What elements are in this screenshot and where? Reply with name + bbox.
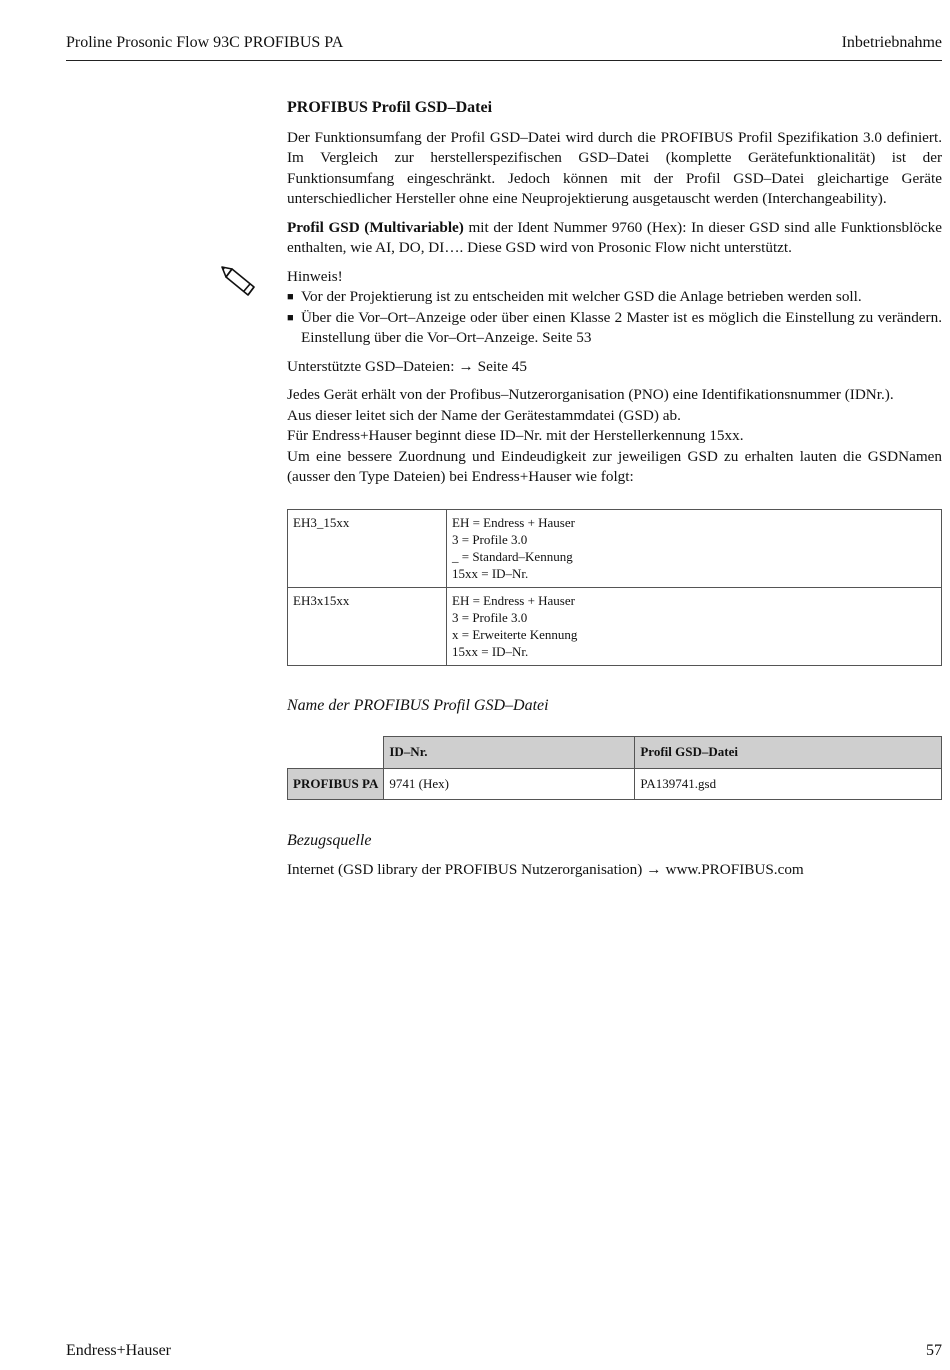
empty-corner-cell — [288, 737, 384, 769]
ident-paragraph — [287, 385, 942, 488]
note-list — [287, 287, 942, 349]
ident-line: Um eine bessere Zuordnung und Eindeudigkeit zur jeweiligen GSD zu erhalten lauten die GSDNamen (ausser den Type Dateien) bei Endress+Hauser wie folgt: — [287, 447, 942, 485]
gsd-naming-table — [287, 509, 942, 666]
description-line: 15xx = ID–Nr. — [452, 565, 529, 581]
id-cell: 9741 (Hex) — [384, 768, 635, 800]
gsd-description-cell — [447, 509, 942, 587]
main-content — [287, 98, 942, 888]
arrow-right-icon: → — [646, 860, 662, 878]
description-line: EH = Endress + Hauser — [452, 592, 575, 608]
table-caption: Name der PROFIBUS Profil GSD–Datei — [287, 696, 549, 714]
table-header-row — [288, 737, 942, 769]
source-text: Internet (GSD library der PROFIBUS Nutzerorganisation) — [287, 860, 643, 878]
source-title: Bezugsquelle — [287, 832, 372, 849]
description-line: EH = Endress + Hauser — [452, 514, 575, 530]
header-document-title: Proline Prosonic Flow 93C PROFIBUS PA — [66, 34, 344, 51]
note-item — [287, 308, 942, 349]
description-line: _ = Standard–Kennung — [452, 548, 573, 564]
table-row — [288, 509, 942, 587]
page-number: 57 — [926, 1342, 942, 1359]
header-section-name: Inbetriebnahme — [841, 34, 942, 51]
ident-line: Jedes Gerät erhält von der Profibus–Nutzerorganisation (PNO) eine Identifikationsnummer (IDNr.). — [287, 386, 894, 403]
multivariable-paragraph — [287, 218, 942, 259]
arrow-right-icon: → — [458, 357, 474, 375]
note-title: Hinweis! — [287, 267, 343, 285]
column-header-file: Profil GSD–Datei — [635, 737, 942, 769]
multivariable-text: mit der Ident Nummer 9760 (Hex): In dieser GSD sind alle Funktionsblöcke enthalten, wie AI, DO, DI…. Diese GSD wird von Prosonic Flow nicht unterstützt. — [287, 218, 942, 256]
description-line: 3 = Profile 3.0 — [452, 531, 528, 547]
footer-company: Endress+Hauser — [66, 1342, 171, 1359]
supported-gsd-line — [287, 357, 942, 378]
file-cell: PA139741.gsd — [635, 768, 942, 800]
ident-line: Für Endress+Hauser beginnt diese ID–Nr. mit der Herstellerkennung 15xx. — [287, 427, 744, 444]
description-line: 15xx = ID–Nr. — [452, 643, 529, 659]
bullet-icon: ■ — [287, 291, 294, 303]
pencil-icon — [218, 265, 258, 301]
source-line — [287, 860, 942, 881]
note-item — [287, 287, 942, 308]
page-header — [66, 32, 942, 61]
intro-paragraph: Der Funktionsumfang der Profil GSD–Datei wird durch die PROFIBUS Profil Spezifikation 3.0 definiert. Im Vergleich zur herstellerspezifischen GSD–Datei (komplette Gerätefunktionalität) ist der Funktionsumfang eingeschränkt. Jedoch können mit der Profil GSD–Datei gleichartige Geräte unterschiedlicher Hersteller ohne eine Neuprojektierung ausgetauscht werden (Interchangeability). — [287, 128, 942, 207]
column-header-id: ID–Nr. — [384, 737, 635, 769]
source-url-link[interactable]: www.PROFIBUS.com — [665, 860, 804, 878]
description-line: 3 = Profile 3.0 — [452, 609, 528, 625]
gsd-file-table — [287, 736, 942, 800]
ident-line: Aus dieser leitet sich der Name der Gerätestammdatei (GSD) ab. — [287, 406, 681, 424]
description-line: x = Erweiterte Kennung — [452, 626, 578, 642]
supported-gsd-label: Unterstützte GSD–Dateien: — [287, 357, 455, 375]
table-row — [288, 587, 942, 665]
table-row — [288, 768, 942, 800]
note-text: Über die Vor–Ort–Anzeige oder über einen Klasse 2 Master ist es möglich die Einstellung zu verändern. Einstellung über die Vor–Ort–Anzeige. Seite 53 — [301, 308, 942, 346]
gsd-name-cell: EH3x15xx — [288, 587, 447, 665]
section-title: PROFIBUS Profil GSD–Datei — [287, 99, 493, 116]
row-header-profibus-pa: PROFIBUS PA — [288, 768, 384, 800]
supported-gsd-page-ref[interactable]: Seite 45 — [477, 357, 527, 375]
note-text: Vor der Projektierung ist zu entscheiden mit welcher GSD die Anlage betrieben werden soll. — [301, 288, 862, 305]
gsd-name-cell: EH3_15xx — [288, 509, 447, 587]
gsd-description-cell — [447, 587, 942, 665]
bullet-icon: ■ — [287, 311, 294, 324]
multivariable-label: Profil GSD (Multivariable) — [287, 218, 464, 236]
